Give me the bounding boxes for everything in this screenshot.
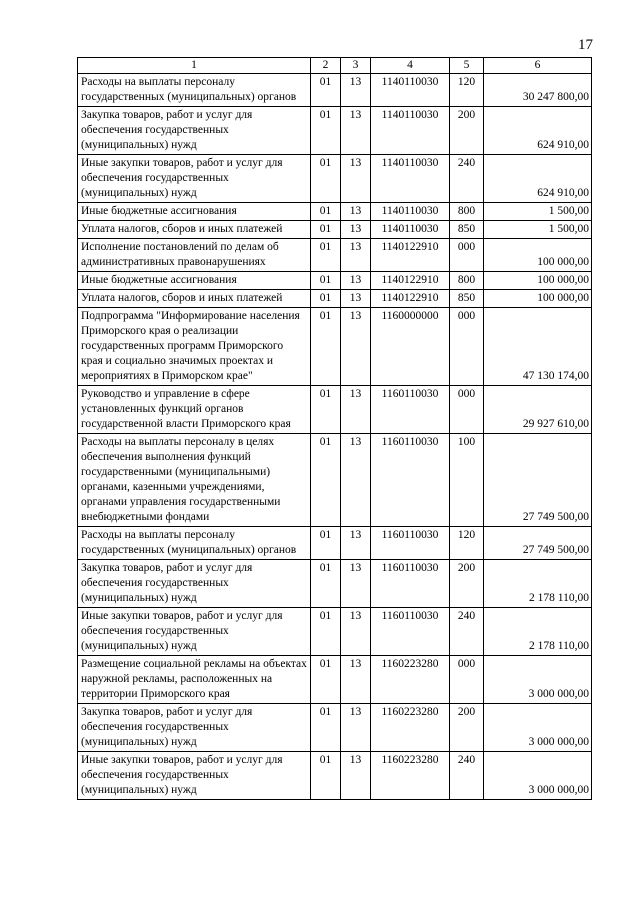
amount-cell: 47 130 174,00 [484,308,592,386]
expense-type-cell: 240 [450,608,484,656]
table-row [78,560,592,608]
subsection-code-cell: 13 [341,107,371,155]
target-article-cell: 1160110030 [371,386,450,434]
subsection-code-cell: 13 [341,434,371,527]
section-code-cell: 01 [311,608,341,656]
table-row [78,203,592,221]
expense-type-cell: 000 [450,656,484,704]
amount-cell: 100 000,00 [484,272,592,290]
expense-name-cell: Размещение социальной рекламы на объектах наружной рекламы, расположенных на территории Приморского края [78,656,311,704]
section-code-cell: 01 [311,272,341,290]
subsection-code-cell: 13 [341,527,371,560]
expense-type-cell: 800 [450,203,484,221]
expense-type-cell: 240 [450,752,484,800]
expense-name-cell: Исполнение постановлений по делам об административных правонарушениях [78,239,311,272]
amount-cell: 100 000,00 [484,239,592,272]
expense-name-cell: Иные закупки товаров, работ и услуг для обеспечения государственных (муниципальных) нужд [78,155,311,203]
table-row [78,308,592,386]
table-row [78,608,592,656]
expense-type-cell: 800 [450,272,484,290]
header-col-1: 1 [78,58,311,74]
amount-cell: 1 500,00 [484,203,592,221]
expense-name-cell: Закупка товаров, работ и услуг для обеспечения государственных (муниципальных) нужд [78,560,311,608]
expense-name-cell: Иные закупки товаров, работ и услуг для обеспечения государственных (муниципальных) нужд [78,608,311,656]
expense-name-cell: Расходы на выплаты персоналу государственных (муниципальных) органов [78,74,311,107]
target-article-cell: 1160110030 [371,434,450,527]
expense-type-cell: 200 [450,107,484,155]
table-row [78,656,592,704]
subsection-code-cell: 13 [341,752,371,800]
target-article-cell: 1140110030 [371,203,450,221]
target-article-cell: 1160223280 [371,704,450,752]
section-code-cell: 01 [311,560,341,608]
amount-cell: 3 000 000,00 [484,752,592,800]
expense-type-cell: 000 [450,308,484,386]
table-row [78,290,592,308]
amount-cell: 624 910,00 [484,107,592,155]
table-row [78,221,592,239]
table-row [78,239,592,272]
expense-type-cell: 200 [450,560,484,608]
expense-name-cell: Иные закупки товаров, работ и услуг для обеспечения государственных (муниципальных) нужд [78,752,311,800]
header-col-5: 5 [450,58,484,74]
expense-name-cell: Подпрограмма "Информирование населения Приморского края о реализации государственных программ Приморского края и социально значимых проектах и мероприятиях в Приморском крае" [78,308,311,386]
expense-name-cell: Расходы на выплаты персоналу в целях обеспечения выполнения функций государственными (муниципальными) органами, казенными учреждениями, органами управления государственными внебюджетными фондами [78,434,311,527]
expense-type-cell: 200 [450,704,484,752]
subsection-code-cell: 13 [341,155,371,203]
target-article-cell: 1140110030 [371,155,450,203]
expense-type-cell: 850 [450,290,484,308]
section-code-cell: 01 [311,386,341,434]
section-code-cell: 01 [311,752,341,800]
amount-cell: 1 500,00 [484,221,592,239]
table-row [78,74,592,107]
expense-name-cell: Иные бюджетные ассигнования [78,203,311,221]
subsection-code-cell: 13 [341,74,371,107]
expense-name-cell: Закупка товаров, работ и услуг для обеспечения государственных (муниципальных) нужд [78,704,311,752]
subsection-code-cell: 13 [341,308,371,386]
budget-table [77,57,592,800]
amount-cell: 2 178 110,00 [484,608,592,656]
section-code-cell: 01 [311,74,341,107]
table-body [78,74,592,800]
target-article-cell: 1160000000 [371,308,450,386]
table-row [78,272,592,290]
target-article-cell: 1160223280 [371,752,450,800]
target-article-cell: 1160110030 [371,608,450,656]
subsection-code-cell: 13 [341,239,371,272]
header-col-2: 2 [311,58,341,74]
amount-cell: 30 247 800,00 [484,74,592,107]
section-code-cell: 01 [311,290,341,308]
amount-cell: 3 000 000,00 [484,656,592,704]
section-code-cell: 01 [311,656,341,704]
subsection-code-cell: 13 [341,272,371,290]
section-code-cell: 01 [311,155,341,203]
expense-name-cell: Расходы на выплаты персоналу государственных (муниципальных) органов [78,527,311,560]
section-code-cell: 01 [311,107,341,155]
subsection-code-cell: 13 [341,290,371,308]
subsection-code-cell: 13 [341,656,371,704]
target-article-cell: 1140110030 [371,74,450,107]
table-row [78,107,592,155]
expense-type-cell: 000 [450,386,484,434]
amount-cell: 3 000 000,00 [484,704,592,752]
expense-type-cell: 100 [450,434,484,527]
amount-cell: 2 178 110,00 [484,560,592,608]
target-article-cell: 1140122910 [371,272,450,290]
expense-name-cell: Уплата налогов, сборов и иных платежей [78,290,311,308]
header-col-3: 3 [341,58,371,74]
subsection-code-cell: 13 [341,386,371,434]
amount-cell: 27 749 500,00 [484,527,592,560]
section-code-cell: 01 [311,527,341,560]
table-row [78,155,592,203]
amount-cell: 100 000,00 [484,290,592,308]
table-row [78,704,592,752]
table-row [78,527,592,560]
section-code-cell: 01 [311,704,341,752]
target-article-cell: 1140110030 [371,107,450,155]
target-article-cell: 1160110030 [371,527,450,560]
target-article-cell: 1160110030 [371,560,450,608]
amount-cell: 624 910,00 [484,155,592,203]
section-code-cell: 01 [311,308,341,386]
expense-type-cell: 000 [450,239,484,272]
table-header-row [78,58,592,74]
expense-name-cell: Руководство и управление в сфере установленных функций органов государственной власти Приморского края [78,386,311,434]
amount-cell: 27 749 500,00 [484,434,592,527]
table-row [78,434,592,527]
expense-name-cell: Закупка товаров, работ и услуг для обеспечения государственных (муниципальных) нужд [78,107,311,155]
subsection-code-cell: 13 [341,203,371,221]
amount-cell: 29 927 610,00 [484,386,592,434]
subsection-code-cell: 13 [341,221,371,239]
target-article-cell: 1160223280 [371,656,450,704]
target-article-cell: 1140122910 [371,290,450,308]
expense-name-cell: Иные бюджетные ассигнования [78,272,311,290]
target-article-cell: 1140110030 [371,221,450,239]
subsection-code-cell: 13 [341,608,371,656]
target-article-cell: 1140122910 [371,239,450,272]
header-col-6: 6 [484,58,592,74]
expense-name-cell: Уплата налогов, сборов и иных платежей [78,221,311,239]
header-col-4: 4 [371,58,450,74]
expense-type-cell: 240 [450,155,484,203]
table-row [78,752,592,800]
subsection-code-cell: 13 [341,704,371,752]
table-row [78,386,592,434]
page-number: 17 [578,37,593,53]
section-code-cell: 01 [311,434,341,527]
expense-type-cell: 850 [450,221,484,239]
section-code-cell: 01 [311,239,341,272]
section-code-cell: 01 [311,221,341,239]
expense-type-cell: 120 [450,74,484,107]
expense-type-cell: 120 [450,527,484,560]
subsection-code-cell: 13 [341,560,371,608]
section-code-cell: 01 [311,203,341,221]
